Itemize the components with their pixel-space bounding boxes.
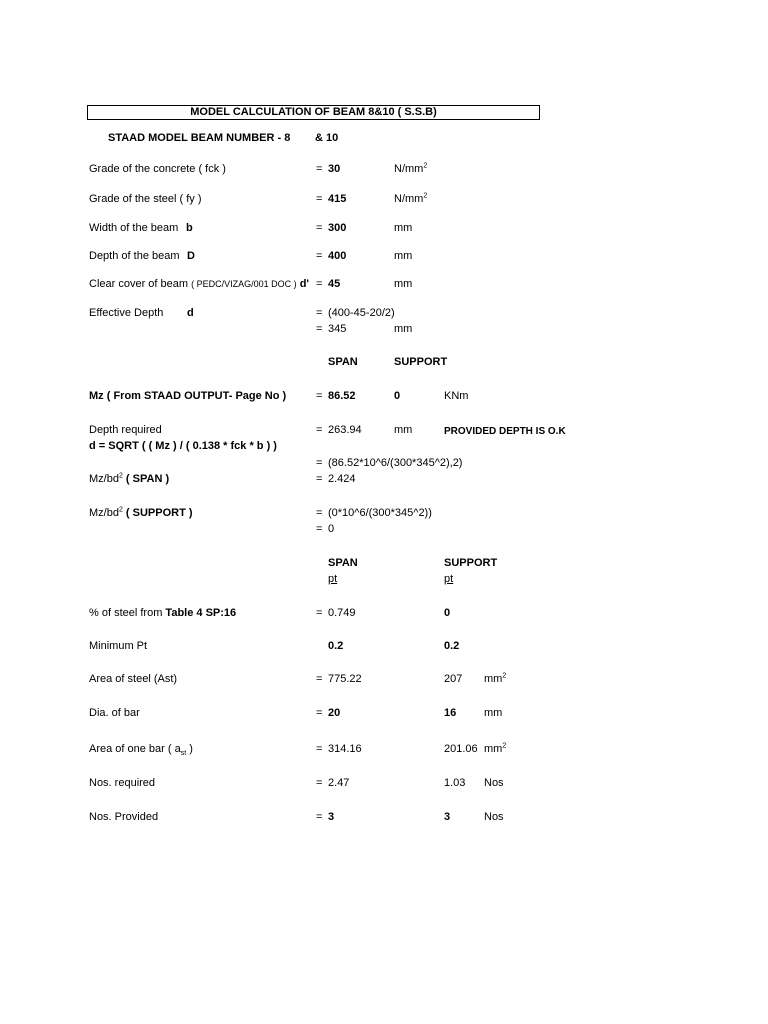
area-one-support: 201.06 [444,743,478,755]
depth-value: 400 [328,250,347,262]
depth-req-label: Depth required [89,424,162,436]
support-header: SUPPORT [394,356,448,368]
min-pt-span: 0.2 [328,640,344,652]
staad-beam-label: STAAD MODEL BEAM NUMBER - 8 [108,132,291,144]
equals-sign: = [316,673,323,685]
depth-req-value: 263.94 [328,424,362,436]
width-value: 300 [328,222,347,234]
cover-unit: mm [394,278,413,290]
eff-depth-value: 345 [328,323,347,335]
dia-support: 16 [444,707,457,719]
eff-depth-formula: (400-45-20/2) [328,307,395,319]
dia-span: 20 [328,707,341,719]
eff-depth-symbol: d [187,307,194,319]
depth-unit: mm [394,250,413,262]
staad-beam-value: & 10 [315,132,339,144]
min-pt-support: 0.2 [444,640,460,652]
fy-label: Grade of the steel ( fy ) [89,193,202,205]
pct-steel-span: 0.749 [328,607,356,619]
depth-symbol: D [187,250,195,262]
area-one-span: 314.16 [328,743,362,755]
mzbd-span-formula: (86.52*10^6/(300*345^2),2) [328,457,463,469]
mzbd-support-formula: (0*10^6/(300*345^2)) [328,507,432,519]
equals-sign: = [316,193,323,205]
mz-unit: KNm [444,390,469,402]
page-title: MODEL CALCULATION OF BEAM 8&10 ( S.S.B) [87,105,540,120]
span-header: SPAN [328,356,358,368]
mzbd-support-value: 0 [328,523,335,535]
equals-sign: = [316,523,323,535]
ast-span: 775.22 [328,673,362,685]
nos-req-label: Nos. required [89,777,156,789]
nos-prov-span: 3 [328,811,335,823]
span-header-2: SPAN [328,557,358,569]
mzbd-span-label: $Mz/bd^2$ ( SPAN ) [89,472,170,485]
depth-req-unit: mm [394,424,413,436]
cover-value: 45 [328,278,341,290]
mz-label: Mz ( From STAAD OUTPUT- Page No ) [89,390,287,402]
pct-steel-label: % of steel from Table 4 SP:16 [89,607,237,619]
equals-sign: = [316,607,323,619]
equals-sign: = [316,707,323,719]
span-pt-subheader: pt [328,573,338,585]
depth-label: Depth of the beam [89,250,180,262]
equals-sign: = [316,457,323,469]
width-unit: mm [394,222,413,234]
equals-sign: = [316,390,323,402]
fy-value: 415 [328,193,347,205]
equals-sign: = [316,323,323,335]
cover-label: Clear cover of beam ( PEDC/VIZAG/001 DOC ) d' [89,278,310,290]
dia-label: Dia. of bar [89,707,140,719]
mz-support: 0 [394,390,401,402]
equals-sign: = [316,307,323,319]
fck-value: 30 [328,163,341,175]
equals-sign: = [316,777,323,789]
equals-sign: = [316,250,323,262]
equals-sign: = [316,811,323,823]
nos-prov-label: Nos. Provided [89,811,159,823]
nos-prov-unit: Nos [484,811,504,823]
equals-sign: = [316,473,323,485]
eff-depth-label: Effective Depth [89,307,164,319]
equals-sign: = [316,278,323,290]
area-one-label: Area of one bar ( $a_{st}$ ) [89,743,193,758]
support-header-2: SUPPORT [444,557,498,569]
depth-req-formula: d = SQRT ( ( Mz ) / ( 0.138 * fck * b ) ) [89,440,277,452]
mz-span: 86.52 [328,390,356,402]
equals-sign: = [316,743,323,755]
nos-req-support: 1.03 [444,777,466,789]
eff-depth-unit: mm [394,323,413,335]
pct-steel-support: 0 [444,607,451,619]
nos-prov-support: 3 [444,811,451,823]
equals-sign: = [316,222,323,234]
mzbd-span-value: 2.424 [328,473,356,485]
equals-sign: = [316,507,323,519]
depth-ok-note: PROVIDED DEPTH IS O.K [444,426,566,437]
ast-support: 207 [444,673,463,685]
dia-unit: mm [484,707,503,719]
width-symbol: b [186,222,193,234]
nos-req-unit: Nos [484,777,504,789]
nos-req-span: 2.47 [328,777,350,789]
equals-sign: = [316,424,323,436]
mzbd-support-label: $Mz/bd^2$ ( SUPPORT ) [89,506,193,519]
area-one-unit: $mm^2$ [484,742,507,755]
width-label: Width of the beam [89,222,179,234]
fy-unit: $N/mm^2$ [394,192,428,205]
equals-sign: = [316,163,323,175]
min-pt-label: Minimum Pt [89,640,148,652]
support-pt-subheader: pt [444,573,454,585]
fck-label: Grade of the concrete ( fck ) [89,163,226,175]
fck-unit: $N/mm^2$ [394,162,428,175]
ast-unit: $mm^2$ [484,672,507,685]
ast-label: Area of steel (Ast) [89,673,178,685]
